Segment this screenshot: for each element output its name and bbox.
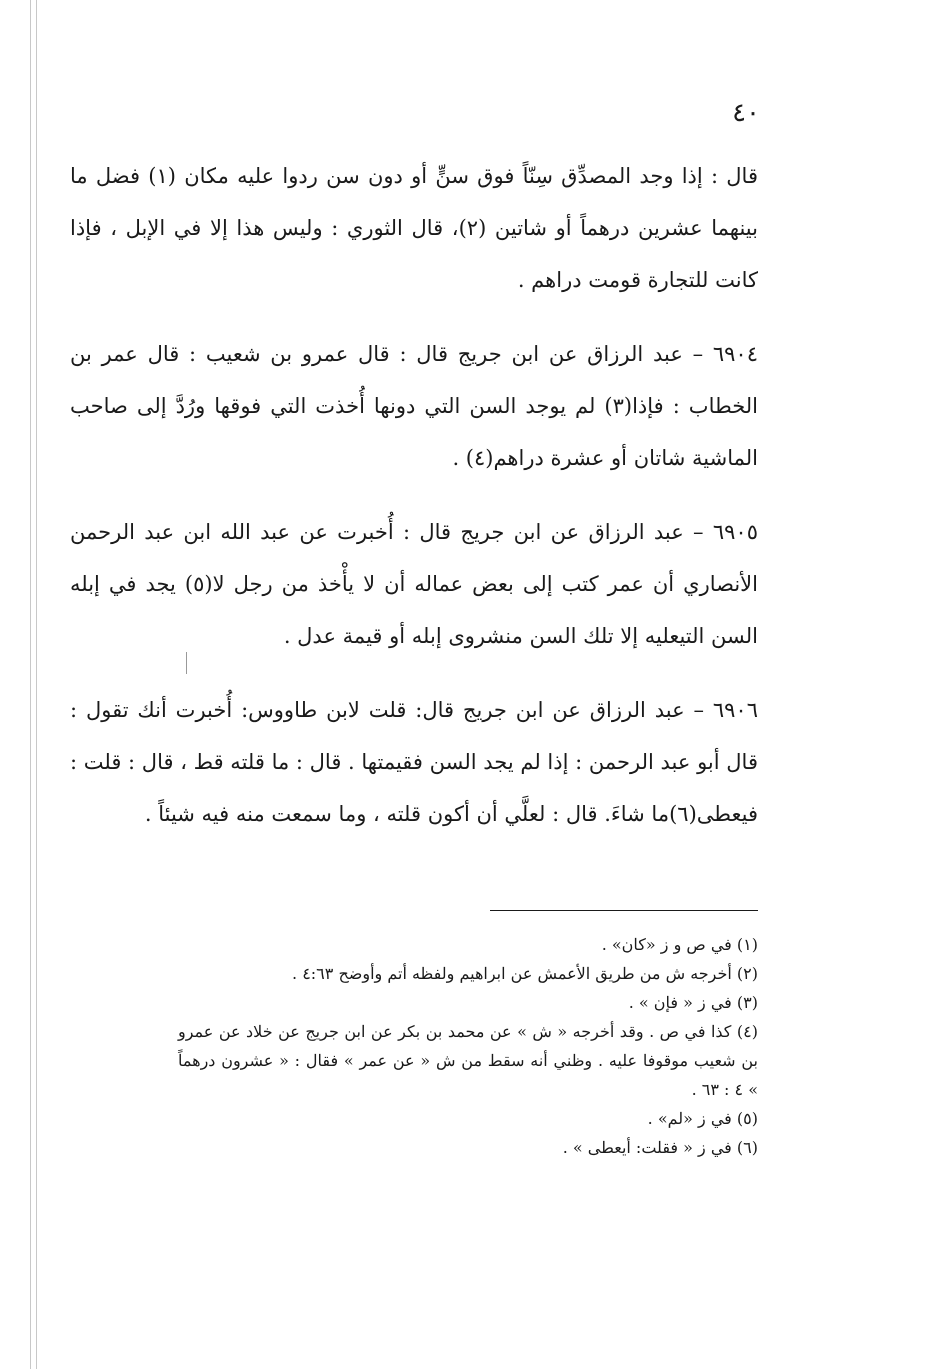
footnote: (٥) في ز «لم» . [647, 1109, 758, 1128]
footnote: (١) في ص و ز «كان» . [601, 935, 758, 954]
page-number: ٤٠ [732, 98, 760, 128]
footnote: (٣) في ز « فإن » . [628, 993, 758, 1012]
footnote: (٢) أخرجه ش من طريق الأعمش عن ابراهيم ولفظه أتم وأوضح ٤:٦٣ . [292, 964, 758, 983]
paragraph: ٦٩٠٦ – عبد الرزاق عن ابن جريج قال: قلت لابن طاووس: أُخبرت أنك تقول : قال أبو عبد الرحمن : إذا لم يجد السن فقيمتها . قال : ما قلته قط ، قال : قلت : فيعطى(٦)ما شاءَ. قال : لعلَّي أن أكون قلته ، وما سمعت منه فيه شيئاً . [70, 698, 758, 826]
binding-edge-line [36, 0, 37, 1369]
binding-edge-line [30, 0, 31, 1369]
footnote: (٦) في ز « فقلت: أيعطى » . [562, 1138, 758, 1157]
footnote-separator [490, 910, 758, 911]
footnotes [178, 930, 758, 1162]
paragraph: ٦٩٠٥ – عبد الرزاق عن ابن جريج قال : أُخبرت عن عبد الله ابن عبد الرحمن الأنصاري أن عمر كتب إلى بعض عماله أن لا يأْخذ من رجل لا(٥) يجد في إبله السن التيعليه إلا تلك السن منشروى إبله أو قيمة عدل . [70, 520, 758, 648]
main-text [70, 150, 758, 862]
scan-mark [186, 652, 187, 674]
paragraph: ٦٩٠٤ – عبد الرزاق عن ابن جريج قال : قال عمرو بن شعيب : قال عمر بن الخطاب : فإذا(٣) لم يوجد السن التي دونها أُخذت التي فوقها ورُدَّ إلى صاحب الماشية شاتان أو عشرة دراهم(٤) . [70, 342, 758, 470]
paragraph: قال : إذا وجد المصدِّق سِنّاً فوق سنٍّ أو دون سن ردوا عليه مكان (١) فضل ما بينهما عشرين درهماً أو شاتين (٢)، قال الثوري : وليس هذا إلا في الإبل ، فإذا كانت للتجارة قومت دراهم . [70, 164, 758, 292]
footnote: (٤) كذا في ص . وقد أخرجه « ش » عن محمد بن بكر عن ابن جريج عن خلاد عن عمرو بن شعيب موقوفا عليه . وظني أنه سقط من ش « عن عمر » فقال : « عشرون درهماً » ٤ : ٦٣ . [178, 1022, 758, 1099]
